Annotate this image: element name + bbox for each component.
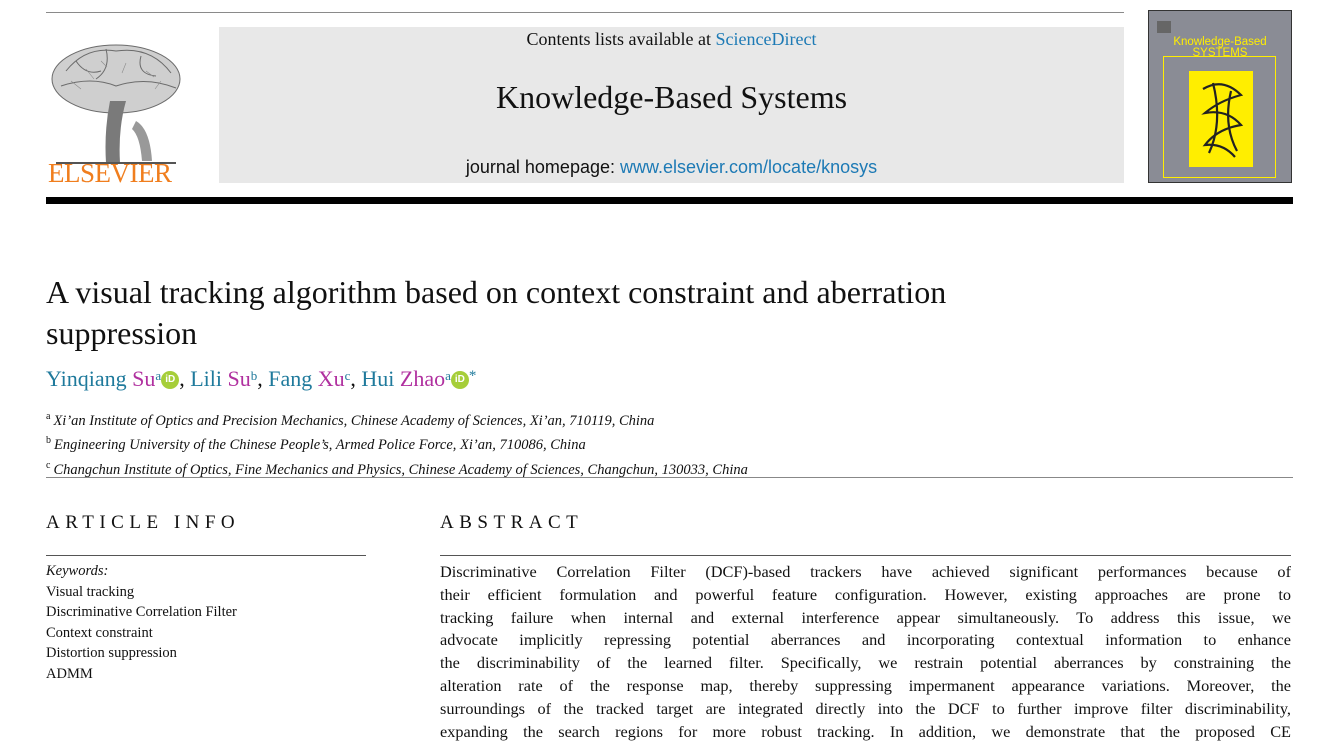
author-1-affiliation-mark[interactable]: a xyxy=(155,368,162,383)
abstract-line: surroundings of the tracked target are integrated directly into the DCF to further improve filter discriminability, xyxy=(440,698,1291,718)
abstract-line: alteration rate of the response map, thereby suppressing impermanent appearance variations. Moreover, the xyxy=(440,675,1291,695)
abstract-line: tracking failure when internal and external interference appear simultaneously. To address this issue, we xyxy=(440,607,1291,627)
affiliation-b: $^b$ Engineering University of the Chinese People’s, Armed Police Force, Xi’an, 710086, China xyxy=(46,435,586,454)
orcid-icon[interactable]: iD xyxy=(451,371,469,389)
article-info-rule xyxy=(46,555,366,556)
author-4-affiliation-mark[interactable]: a xyxy=(445,368,451,383)
abstract-rule xyxy=(440,555,1291,556)
keyword-item: Distortion suppression xyxy=(46,645,177,662)
author-2[interactable]: Lili Su xyxy=(190,366,251,391)
keyword-item: Visual tracking xyxy=(46,583,135,600)
author-3[interactable]: Fang Xu xyxy=(268,366,345,391)
contents-prefix: Contents lists available at xyxy=(526,29,711,49)
header-top-rule xyxy=(46,12,1124,13)
affiliation-a: $^a$ Xi’an Institute of Optics and Precision Mechanics, Chinese Academy of Sciences, Xi’an, 710119, China xyxy=(46,411,655,429)
abstract-line: expanding the search regions for more robust tracking. In addition, we demonstrate that the proposed CE xyxy=(440,721,1291,741)
homepage-line xyxy=(219,157,1124,178)
abstract-line: the discriminability of the learned filter. Specifically, we restrain potential aberrances by constraining the xyxy=(440,653,1291,673)
keyword-item: ADMM xyxy=(46,665,93,682)
section-divider xyxy=(46,477,1293,478)
cover-title-line1: Knowledge-Based xyxy=(1173,36,1267,48)
keywords-list xyxy=(46,561,237,685)
journal-banner xyxy=(219,27,1124,183)
author-2-affiliation-mark[interactable]: b xyxy=(250,368,258,383)
publisher-name: ELSEVIER xyxy=(48,158,172,188)
journal-homepage-link[interactable]: www.elsevier.com/locate/knosys xyxy=(620,157,878,177)
abstract-line: advocate implicitly repressing potential aberrances and incorporating contextual information to enhance xyxy=(440,630,1291,650)
affiliation-c: $^c$ Changchun Institute of Optics, Fine Mechanics and Physics, Chinese Academy of Sciences, Changchun, 130033, China xyxy=(46,459,748,478)
journal-cover-thumbnail xyxy=(1148,10,1292,183)
author-list: Yinqiang Su$^a$ iD , Lili Su$^b$, Fang Xu$^c$, Hui Zhao$^a$ iD * xyxy=(46,366,477,391)
abstract-line: Discriminative Correlation Filter (DCF)-based trackers have achieved significant performances because of xyxy=(440,562,1291,581)
header-thick-rule xyxy=(46,197,1293,204)
homepage-prefix: journal homepage: xyxy=(465,157,615,177)
author-4[interactable]: Hui Zhao xyxy=(361,366,446,391)
affiliation-list xyxy=(46,407,748,480)
contents-line xyxy=(219,29,1124,50)
cover-title-line2: SYSTEMS xyxy=(1192,47,1248,59)
orcid-icon[interactable]: iD xyxy=(161,371,179,389)
abstract-heading: ABSTRACT xyxy=(440,512,584,533)
cover-artwork-icon xyxy=(1173,69,1269,169)
abstract-body xyxy=(440,561,1291,743)
keyword-item: Discriminative Correlation Filter xyxy=(46,604,237,621)
journal-title: Knowledge-Based Systems xyxy=(495,79,848,115)
sciencedirect-link[interactable]: ScienceDirect xyxy=(715,29,817,49)
corresponding-author-mark[interactable]: * xyxy=(468,368,477,384)
article-info-heading: ARTICLE INFO xyxy=(46,512,241,533)
author-1[interactable]: Yinqiang Su xyxy=(46,366,156,391)
keyword-item: Context constraint xyxy=(46,624,153,641)
cover-publisher-mark-icon xyxy=(1157,21,1171,33)
paper-title: A visual tracking algorithm based on context constraint and aberration suppression xyxy=(46,274,947,351)
author-3-affiliation-mark[interactable]: c xyxy=(344,368,351,383)
keywords-label: Keywords: xyxy=(46,563,109,579)
abstract-line: their efficient formulation and powerful feature configuration. However, existing approaches are prone to xyxy=(440,584,1291,604)
